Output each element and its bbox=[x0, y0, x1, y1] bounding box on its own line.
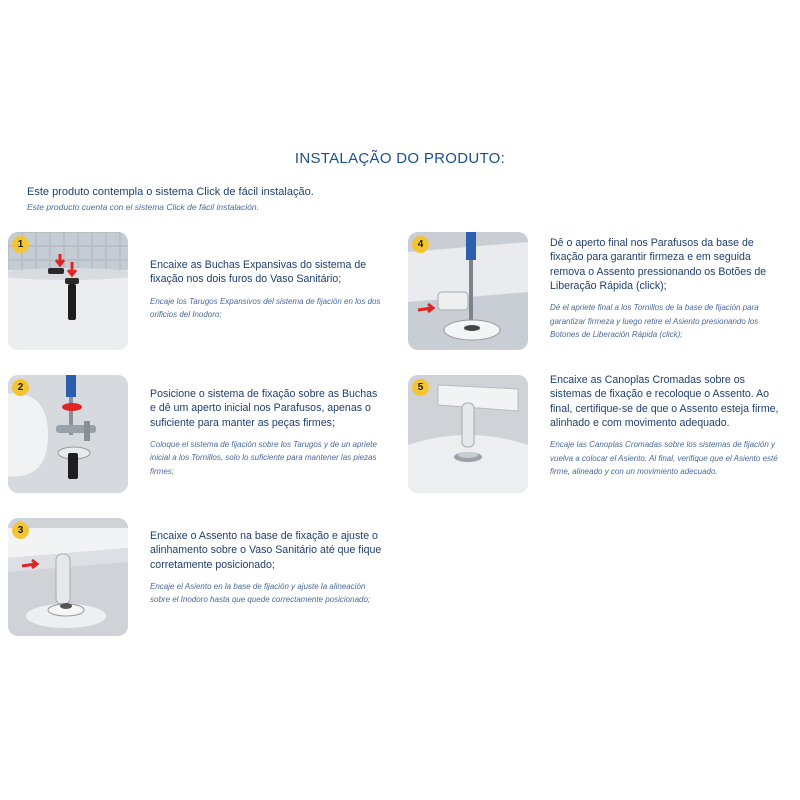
step-5-text bbox=[550, 373, 782, 479]
step-1-number-badge: 1 bbox=[12, 236, 29, 253]
step-3-number-badge: 3 bbox=[12, 522, 29, 539]
step-2-text-pt: Posicione o sistema de fixação sobre as Buchas e dê um aperto inicial nos Parafusos, apenas o suficiente para manter as peças firmes; bbox=[150, 388, 378, 429]
intro-text-es: Este producto cuenta con el sistema Click de fácil instalación. bbox=[27, 202, 259, 212]
step-1-text-es: Encaje los Tarugos Expansivos del sistema de fijación en los dos orificios del Inodoro; bbox=[150, 296, 381, 320]
step-2-text bbox=[150, 387, 382, 478]
step-1-text-pt: Encaixe as Buchas Expansivas do sistema de fixação nos dois furos do Vaso Sanitário; bbox=[150, 259, 367, 286]
step-4-number-badge: 4 bbox=[412, 236, 429, 253]
step-2-image bbox=[8, 375, 128, 493]
step-4-image bbox=[408, 232, 528, 350]
step-3-text bbox=[150, 529, 382, 607]
step-4-text bbox=[550, 236, 782, 342]
step-3-text-es: Encaje el Asiento en la base de fijación y ajuste la alineación sobre el Inodoro hasta que quede correctamente posicionado; bbox=[150, 581, 371, 605]
step-4-text-es: Dé el apriete final a los Tornillos de la base de fijación para garantizar firmeza y luego retire el Asiento presionando los Botones de Liberación Rápida (click); bbox=[550, 303, 759, 340]
intro-text-pt: Este produto contempla o sistema Click de fácil instalação. bbox=[27, 186, 314, 198]
step-3-text-pt: Encaixe o Assento na base de fixação e ajuste o alinhamento sobre o Vaso Sanitário até que fique corretamente posicionado; bbox=[150, 530, 382, 571]
step-2-text-es: Coloque el sistema de fijación sobre los Tarugos y de un apriete inicial a los Tornillos, solo lo suficiente para mantener las piezas firmes; bbox=[150, 439, 377, 476]
step-5-image bbox=[408, 375, 528, 493]
step-1-text bbox=[150, 258, 382, 322]
step-3-image bbox=[8, 518, 128, 636]
page-title: INSTALAÇÃO DO PRODUTO: bbox=[294, 150, 506, 167]
step-1-image bbox=[8, 232, 128, 350]
step-4-text-pt: Dê o aperto final nos Parafusos da base de fixação para garantir firmeza e em seguida remova o Assento pressionando os Botões de Liberação Rápida (click); bbox=[550, 237, 767, 292]
step-5-number-badge: 5 bbox=[412, 379, 429, 396]
step-5-text-pt: Encaixe as Canoplas Cromadas sobre os sistemas de fixação e recoloque o Assento. Ao final, certifique-se de que o Assento esteja firme, alinhado e com movimento adequado. bbox=[550, 374, 779, 429]
step-5-text-es: Encaje las Canoplas Cromadas sobre los sistemas de fijación y vuelva a colocar el Asiento. Al final, verifique que el Asiento esté firme, alineado y con un movimiento adecuado. bbox=[550, 440, 778, 477]
step-2-number-badge: 2 bbox=[12, 379, 29, 396]
